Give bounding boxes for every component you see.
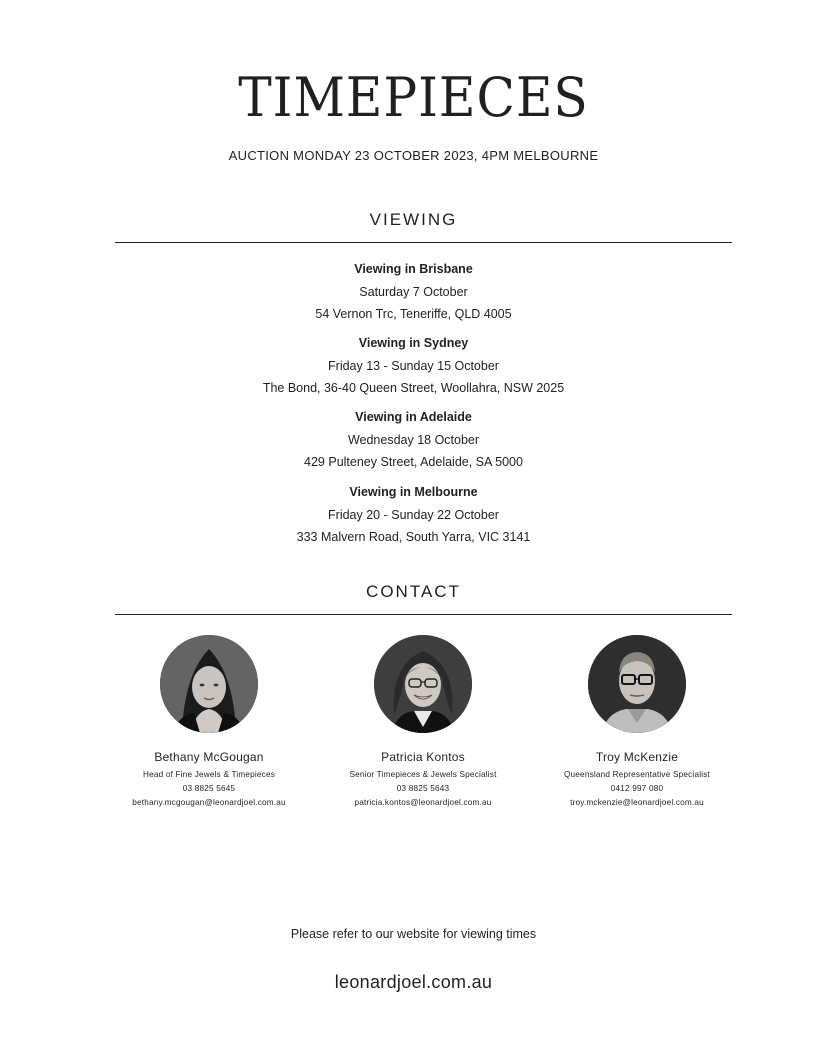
contact-card-bethany <box>104 635 314 810</box>
viewing-location-title: Viewing in Adelaide <box>355 410 472 424</box>
contact-email: troy.mckenzie@leonardjoel.com.au <box>570 798 704 807</box>
viewing-address: The Bond, 36-40 Queen Street, Woollahra, NSW 2025 <box>262 381 565 395</box>
contact-heading: CONTACT <box>366 582 461 601</box>
viewing-location-title: Viewing in Sydney <box>358 336 469 350</box>
page-title: TIMEPIECES <box>238 66 589 129</box>
viewing-adelaide <box>0 406 827 474</box>
contact-name: Troy McKenzie <box>595 750 679 764</box>
portrait-photo <box>588 635 686 733</box>
viewing-dates: Friday 20 - Sunday 22 October <box>328 507 499 522</box>
contact-role: Senior Timepieces & Jewels Specialist <box>349 770 497 779</box>
contact-name: Patricia Kontos <box>381 750 465 764</box>
viewing-dates: Wednesday 18 October <box>347 432 480 447</box>
contact-phone: 03 8825 5643 <box>396 784 450 793</box>
contact-name: Bethany McGougan <box>154 750 264 764</box>
viewing-brisbane <box>0 258 827 326</box>
viewing-sydney <box>0 332 827 400</box>
auction-subtitle: AUCTION MONDAY 23 OCTOBER 2023, 4PM MELBOURNE <box>228 148 599 163</box>
avatar <box>160 635 258 733</box>
contact-role: Queensland Representative Specialist <box>563 770 710 779</box>
contact-role: Head of Fine Jewels & Timepieces <box>143 770 275 779</box>
contact-card-troy <box>532 635 742 810</box>
viewing-dates: Friday 13 - Sunday 15 October <box>328 358 499 373</box>
contact-email: bethany.mcgougan@leonardjoel.com.au <box>132 798 286 807</box>
avatar <box>588 635 686 733</box>
viewing-address: 54 Vernon Trc, Teneriffe, QLD 4005 <box>315 307 512 321</box>
avatar <box>374 635 472 733</box>
viewing-dates: Saturday 7 October <box>359 284 468 299</box>
viewing-melbourne <box>0 481 827 549</box>
viewing-address: 429 Pulteney Street, Adelaide, SA 5000 <box>304 455 523 469</box>
portrait-photo <box>374 635 472 733</box>
contact-phone: 03 8825 5645 <box>182 784 236 793</box>
contact-email: patricia.kontos@leonardjoel.com.au <box>354 798 492 807</box>
contact-card-patricia <box>318 635 528 810</box>
website-link[interactable]: leonardjoel.com.au <box>334 972 493 992</box>
website-note: Please refer to our website for viewing times <box>290 927 537 941</box>
portrait-photo <box>160 635 258 733</box>
viewing-address: 333 Malvern Road, South Yarra, VIC 3141 <box>296 530 531 544</box>
viewing-location-title: Viewing in Brisbane <box>354 262 473 276</box>
viewing-divider <box>115 242 732 243</box>
contact-phone: 0412 997 080 <box>610 784 664 793</box>
viewing-heading: VIEWING <box>369 210 458 229</box>
viewing-location-title: Viewing in Melbourne <box>349 485 478 499</box>
contact-divider <box>115 614 732 615</box>
